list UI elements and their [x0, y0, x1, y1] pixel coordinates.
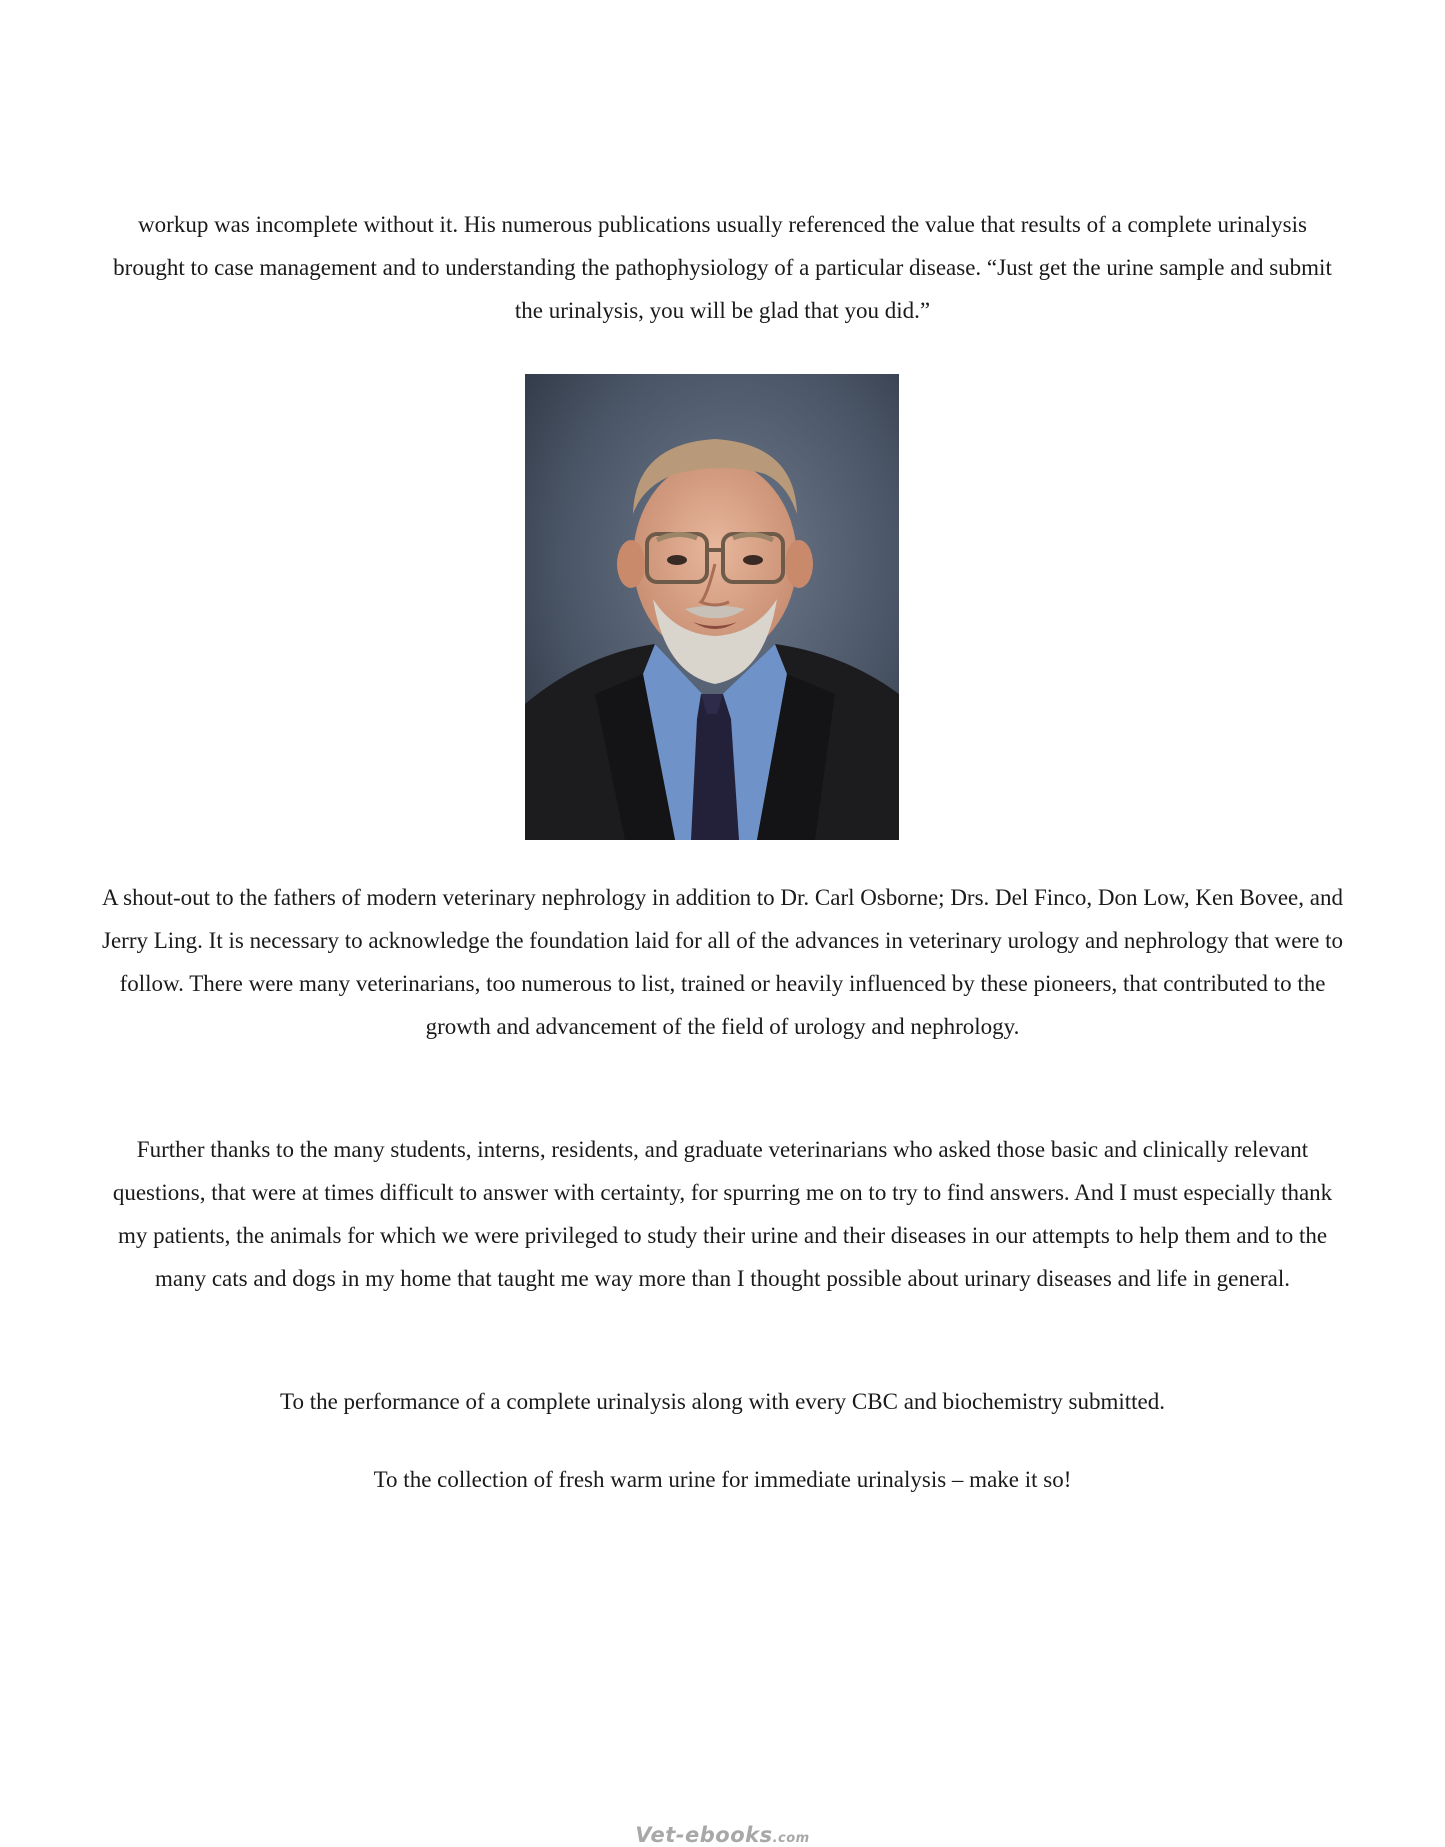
watermark-main: Vet-ebooks	[635, 1823, 773, 1847]
watermark-suffix: .com	[772, 1831, 810, 1846]
paragraph-toast-fresh-urine: To the collection of fresh warm urine for immediate urinalysis – make it so!	[373, 1467, 1072, 1492]
paragraph-shout-out: A shout-out to the fathers of modern veterinary nephrology in addition to Dr. Carl Osborne; Drs. Del Finco, Don Low, Ken Bovee, and Jerry Ling. It is necessary to acknowledge the foundation laid for all of the advances in veterinary urology and nephrology that were to follow. There were many veterinarians, too numerous to list, trained or heavily influenced by these pioneers, that contributed to the growth and advancement of the field of urology and nephrology.	[102, 885, 1343, 1039]
paragraph-toast-urinalysis: To the performance of a complete urinalysis along with every CBC and biochemistry submitted.	[280, 1389, 1165, 1414]
watermark-logo	[0, 1823, 1445, 1847]
portrait-photo	[525, 374, 899, 840]
paragraph-further-thanks: Further thanks to the many students, interns, residents, and graduate veterinarians who asked those basic and clinically relevant questions, that were at times difficult to answer with certainty, for spurring me on to try to find answers. And I must especially thank my patients, the animals for which we were privileged to study their urine and their diseases in our attempts to help them and to the many cats and dogs in my home that taught me way more than I thought possible about urinary diseases and life in general.	[112, 1137, 1333, 1291]
paragraph-urinalysis-quote: workup was incomplete without it. His numerous publications usually referenced the value that results of a complete urinalysis brought to case management and to understanding the pathophysiology of a particular disease. “Just get the urine sample and submit the urinalysis, you will be glad that you did.”	[113, 212, 1332, 323]
